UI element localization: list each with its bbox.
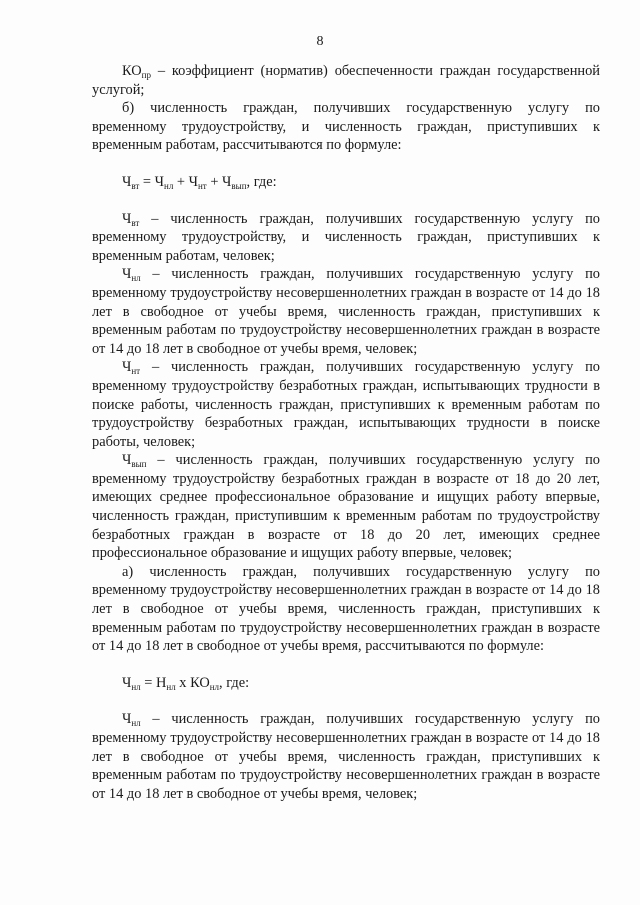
ko-definition [92,62,600,99]
page-body [92,62,600,803]
definition-nl: $Ч_{нл}$ – численность граждан, получивших государственную услугу по временному трудоустройству несовершеннолетних граждан в возрасте от 14 до 18 лет в свободное от учебы время, численность граждан, приступивших к временным работам по трудоустройству несовершеннолетних граждан в возрасте от 14 до 18 лет в свободное от учебы время, человек; [92,266,600,357]
item-a-paragraph: а) численность граждан, получивших государственную услугу по временному трудоустройству несовершеннолетних граждан в возрасте от 14 до 18 лет в свободное от учебы время, численность граждан, приступивших к временным работам по трудоустройству несовершеннолетних граждан в возрасте от 14 до 18 лет в свободное от учебы время, рассчитываются по формуле: [92,563,600,655]
ko-subscript: пр [141,70,151,80]
definition-nl-2: $Ч_{нл}$ – численность граждан, получивших государственную услугу по временному трудоустройству несовершеннолетних граждан в возрасте от 14 до 18 лет в свободное от учебы время, численность граждан, приступивших к временным работам по трудоустройству несовершеннолетних граждан в возрасте от 14 до 18 лет в свободное от учебы время, человек; [92,711,600,802]
ko-definition-text: – коэффициент (норматив) обеспеченности граждан государственной услугой; [92,63,600,98]
formula-vt: $Ч_{вт} = Ч_{нл} + Ч_{нт} + Ч_{вып}$, где: [122,173,277,191]
page-number: 8 [316,34,324,49]
item-b-paragraph: б) численность граждан, получивших государственную услугу по временному трудоустройству, и численность граждан, приступивших к временным работам, рассчитываются по формуле: [92,100,600,154]
ko-symbol: КО [122,63,142,79]
definition-nt: $Ч_{нт}$ – численность граждан, получивших государственную услугу по временному трудоустройству безработных граждан, испытывающих трудности в поиске работы, численность граждан, приступивших к временным работам по трудоустройству безработных граждан, испытывающих трудности в поиске работы, человек; [92,359,600,450]
definition-vt: $Ч_{вт}$ – численность граждан, получивших государственную услугу по временному трудоустройству, и численность граждан, приступивших к временным работам, человек; [92,210,600,264]
formula-nl: $Ч_{нл} = Н_{нл}$ х $КО_{нл}$, где: [122,674,250,692]
definition-vyp: $Ч_{вып}$ – численность граждан, получивших государственную услугу по временному трудоустройству безработных граждан в возрасте от 18 до 20 лет, имеющих среднее профессиональное образование и ищущих работу впервые, численность граждан, приступившим к временным работам по трудоустройству безработных граждан в возрасте от 18 до 20 лет, имеющих среднее профессиональное образование и ищущих работу впервые, человек; [92,452,600,562]
